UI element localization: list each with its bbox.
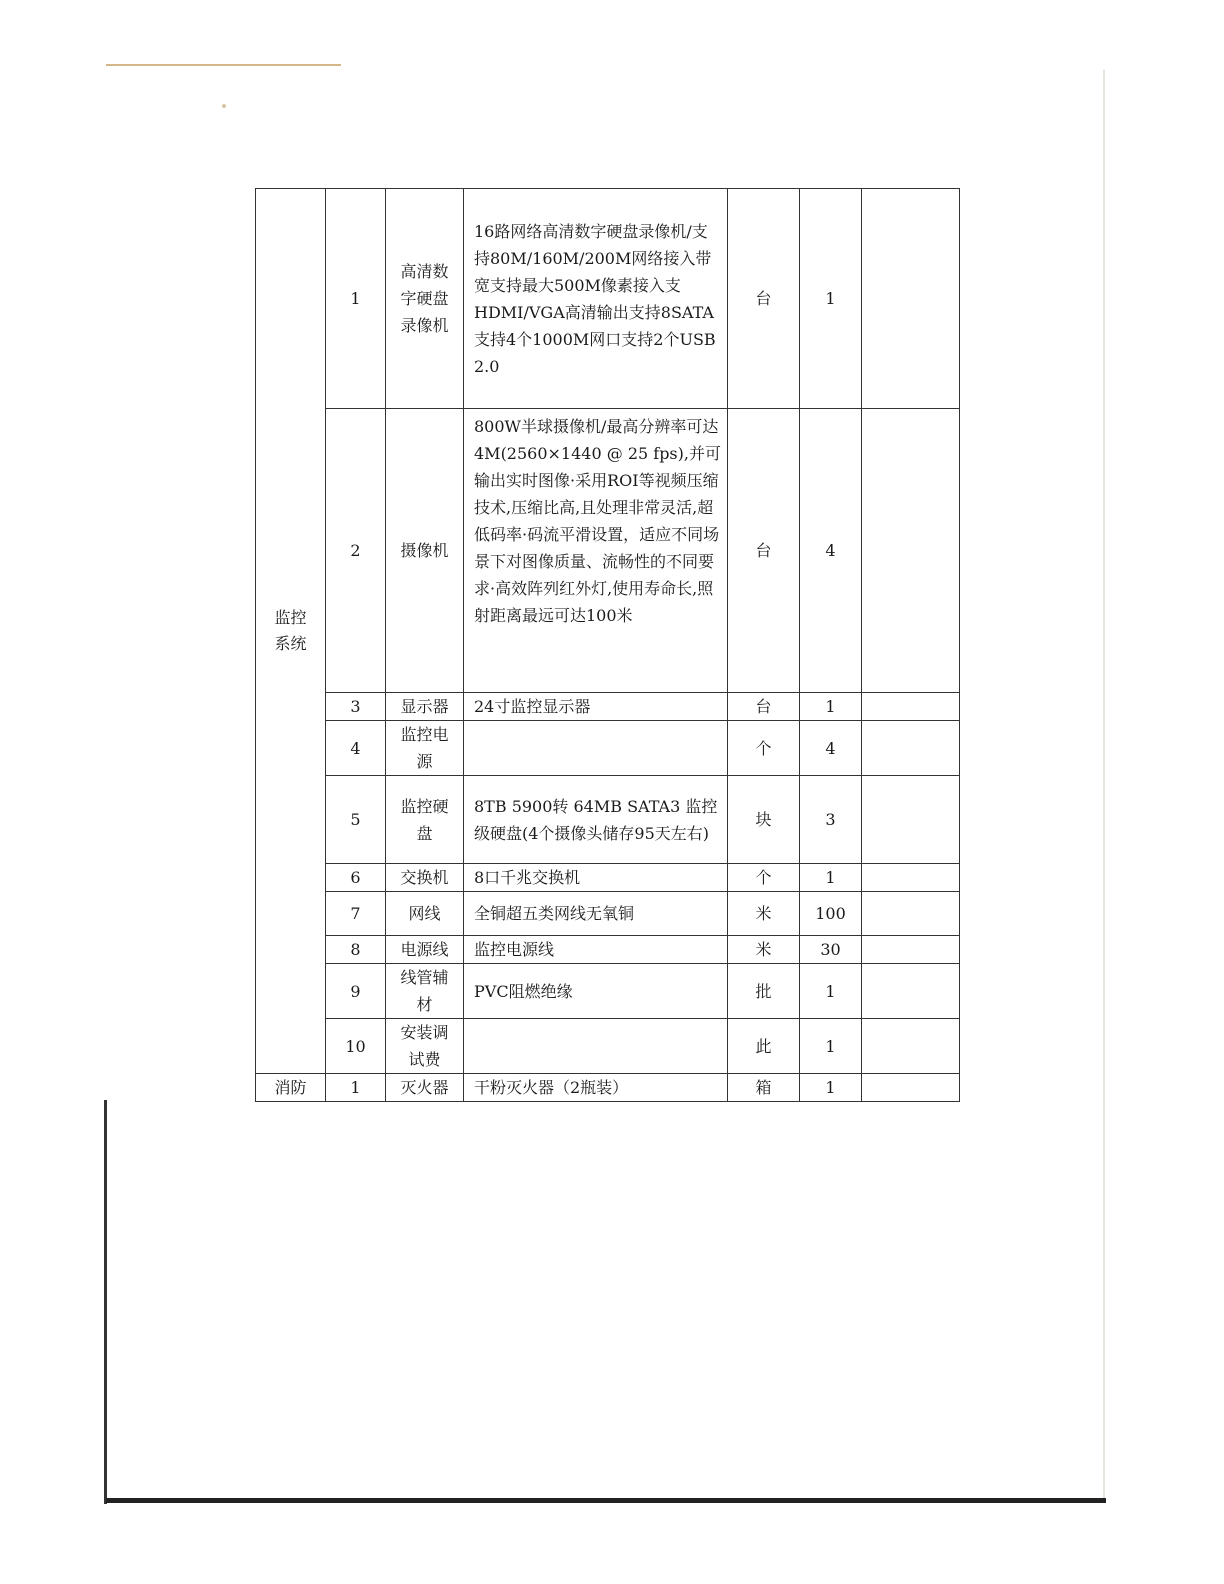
row-number: 2 — [326, 409, 386, 693]
table-row — [256, 892, 960, 936]
row-number: 8 — [326, 936, 386, 964]
item-spec — [464, 721, 728, 776]
item-unit: 台 — [728, 189, 800, 409]
item-spec: 8TB 5900转 64MB SATA3 监控级硬盘(4个摄像头储存95天左右) — [464, 776, 728, 864]
item-name: 高清数字硬盘录像机 — [386, 189, 464, 409]
item-spec: 800W半球摄像机/最高分辨率可达4M(2560×1440 @ 25 fps),并可输出实时图像·采用ROI等视频压缩技术,压缩比高,且处理非常灵活,超低码率·码流平滑设置，适应不同场景下对图像质量、流畅性的不同要求·高效阵列红外灯,使用寿命长,照射距离最远可达100米 — [464, 409, 728, 693]
item-qty: 1 — [800, 1019, 862, 1074]
table-row — [256, 409, 960, 693]
item-qty: 30 — [800, 936, 862, 964]
item-remark — [862, 1074, 960, 1102]
item-qty: 1 — [800, 693, 862, 721]
item-qty: 1 — [800, 1074, 862, 1102]
scan-artifact-right-edge — [1103, 70, 1105, 1500]
item-name: 监控硬盘 — [386, 776, 464, 864]
category-label: 监控系统 — [274, 608, 307, 653]
scan-artifact-bottom-line — [106, 1498, 1106, 1503]
item-spec — [464, 1019, 728, 1074]
equipment-table — [255, 188, 960, 1102]
row-number: 1 — [326, 189, 386, 409]
row-number: 1 — [326, 1074, 386, 1102]
item-spec: PVC阻燃绝缘 — [464, 964, 728, 1019]
item-unit: 米 — [728, 936, 800, 964]
item-name: 显示器 — [386, 693, 464, 721]
item-qty: 4 — [800, 721, 862, 776]
row-number: 10 — [326, 1019, 386, 1074]
item-qty: 3 — [800, 776, 862, 864]
table-row — [256, 964, 960, 1019]
item-qty: 4 — [800, 409, 862, 693]
table-row — [256, 721, 960, 776]
item-name: 监控电源 — [386, 721, 464, 776]
item-qty: 1 — [800, 189, 862, 409]
table-row — [256, 189, 960, 409]
item-unit: 批 — [728, 964, 800, 1019]
item-remark — [862, 936, 960, 964]
item-remark — [862, 776, 960, 864]
item-spec: 干粉灭火器（2瓶装） — [464, 1074, 728, 1102]
item-qty: 100 — [800, 892, 862, 936]
item-spec: 24寸监控显示器 — [464, 693, 728, 721]
scan-artifact-dot — [222, 104, 226, 108]
table-row — [256, 1074, 960, 1102]
table-row — [256, 776, 960, 864]
item-qty: 1 — [800, 864, 862, 892]
row-number: 9 — [326, 964, 386, 1019]
item-qty: 1 — [800, 964, 862, 1019]
table-row — [256, 693, 960, 721]
item-unit: 箱 — [728, 1074, 800, 1102]
item-remark — [862, 864, 960, 892]
table-row — [256, 1019, 960, 1074]
item-unit: 台 — [728, 409, 800, 693]
item-remark — [862, 693, 960, 721]
item-spec: 监控电源线 — [464, 936, 728, 964]
scan-artifact-top-line — [106, 64, 341, 66]
item-name: 线管辅材 — [386, 964, 464, 1019]
row-number: 4 — [326, 721, 386, 776]
table-row — [256, 936, 960, 964]
item-unit: 米 — [728, 892, 800, 936]
item-unit: 个 — [728, 864, 800, 892]
row-number: 6 — [326, 864, 386, 892]
item-spec: 16路网络高清数字硬盘录像机/支持80M/160M/200M网络接入带宽支持最大500M像素接入支HDMI/VGA高清输出支持8SATA支持4个1000M网口支持2个USB 2.0 — [464, 189, 728, 409]
item-spec: 全铜超五类网线无氧铜 — [464, 892, 728, 936]
item-name: 电源线 — [386, 936, 464, 964]
item-name: 安装调试费 — [386, 1019, 464, 1074]
item-unit: 此 — [728, 1019, 800, 1074]
row-number: 3 — [326, 693, 386, 721]
item-name: 交换机 — [386, 864, 464, 892]
item-remark — [862, 409, 960, 693]
item-remark — [862, 892, 960, 936]
item-remark — [862, 1019, 960, 1074]
scan-artifact-left-edge — [104, 1100, 107, 1504]
item-unit: 台 — [728, 693, 800, 721]
item-name: 网线 — [386, 892, 464, 936]
item-remark — [862, 189, 960, 409]
category-cell — [256, 189, 326, 1074]
category-cell: 消防 — [256, 1074, 326, 1102]
item-remark — [862, 964, 960, 1019]
item-unit: 块 — [728, 776, 800, 864]
item-name: 灭火器 — [386, 1074, 464, 1102]
item-spec: 8口千兆交换机 — [464, 864, 728, 892]
item-remark — [862, 721, 960, 776]
item-name: 摄像机 — [386, 409, 464, 693]
row-number: 5 — [326, 776, 386, 864]
table-row — [256, 864, 960, 892]
row-number: 7 — [326, 892, 386, 936]
item-unit: 个 — [728, 721, 800, 776]
